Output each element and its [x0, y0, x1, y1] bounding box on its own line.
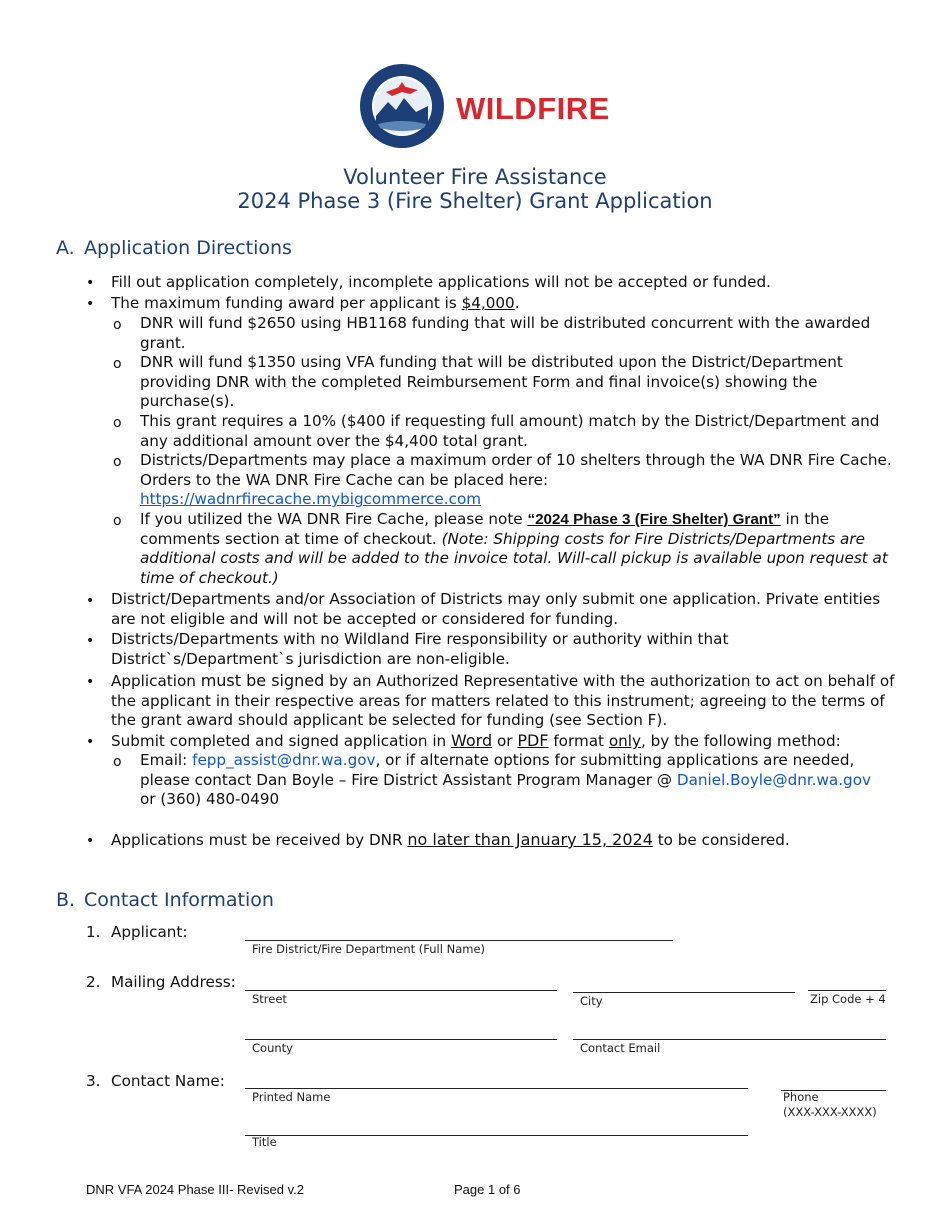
sub-bullet-marker: o: [113, 317, 122, 333]
street-sublabel: Street: [252, 992, 287, 1006]
fire-cache-text: Districts/Departments may place a maximum order of 10 shelters through the WA DNR Fire Cache. Orders to the WA DNR Fire Cache can be placed here:: [140, 451, 892, 489]
format-text: format: [548, 732, 609, 750]
boyle-email-link[interactable]: Daniel.Boyle@dnr.wa.gov: [676, 770, 871, 789]
bullet-dot: •: [86, 593, 95, 609]
directions-sub-3: This grant requires a 10% ($400 if requesting full amount) match by the District/Department and any additional amount over the $4,400 total grant.: [140, 412, 880, 450]
directions-sub-5: [140, 510, 890, 588]
title-line-2: 2024 Phase 3 (Fire Shelter) Grant Application: [237, 189, 713, 213]
shipping-note: (Note: Shipping costs for Fire Districts/Departments are additional costs and will be added to the invoice total. Will-call pickup is available upon request at time of checkout.): [140, 529, 888, 587]
contact-text: , or if alternate options for submitting applications are needed, please contact Dan Boyle – Fire District Assistant Program Manager @: [140, 751, 855, 789]
sub-bullet-marker: o: [113, 513, 122, 529]
title-line-1: Volunteer Fire Assistance: [343, 165, 607, 189]
directions-bullet-5: [111, 671, 901, 731]
pdf-format: PDF: [517, 731, 549, 750]
directions-bullet-1: Fill out application completely, incomplete applications will not be accepted or funded.: [111, 273, 771, 291]
directions-bullet-4: Districts/Departments with no Wildland Fire responsibility or authority within that District`s/Department`s jurisdiction are non-eligible.: [111, 630, 729, 668]
contact-name-label: Contact Name:: [111, 1072, 225, 1090]
contact-email-input[interactable]: [573, 1039, 886, 1040]
signature-text-rest: by an Authorized Representative with the authorization to act on behalf of the applicant in their respective areas for matters related to this instrument; agreeing to the terms of the grant award should applicant be selected for funding (see Section F).: [111, 672, 895, 730]
deadline-text-rest: to be considered.: [652, 831, 790, 849]
applicant-input[interactable]: [245, 940, 673, 941]
zip-input[interactable]: [808, 990, 886, 991]
cache-note-text: If you utilized the WA DNR Fire Cache, please note: [140, 510, 528, 528]
method-text: , by the following method:: [640, 732, 841, 750]
fepp-email-link[interactable]: fepp_assist@dnr.wa.gov: [192, 751, 376, 769]
deadline-date: no later than January 15, 2024: [407, 830, 653, 849]
directions-sub-4: [140, 451, 895, 510]
phone-text: or (360) 480-0490: [140, 790, 280, 809]
grant-code-text: “2024 Phase 3 (Fire Shelter) Grant”: [527, 511, 781, 528]
phone-sublabel: Phone: [783, 1090, 819, 1104]
bullet-dot: •: [86, 296, 95, 312]
applicant-label: Applicant:: [111, 923, 188, 941]
or-text: or: [492, 732, 518, 750]
section-b-title: Contact Information: [84, 889, 274, 911]
word-format: Word: [451, 731, 493, 750]
section-b-letter: B.: [56, 889, 76, 911]
section-a-letter: A.: [56, 237, 75, 259]
field-2-number: 2.: [86, 973, 101, 991]
bullet-dot: •: [86, 275, 95, 291]
county-input[interactable]: [245, 1039, 557, 1040]
dnr-seal-logo: [358, 62, 446, 150]
submit-text: Submit completed and signed application in: [111, 732, 451, 750]
field-3-number: 3.: [86, 1072, 101, 1090]
mailing-address-label: Mailing Address:: [111, 973, 236, 991]
footer-page-number: Page 1 of 6: [454, 1182, 521, 1197]
directions-bullet-3: District/Departments and/or Association of Districts may only submit one application. Private entities are not eligible and will not be accepted or considered for funding.: [111, 590, 881, 628]
city-sublabel: City: [580, 994, 603, 1008]
city-input[interactable]: [573, 992, 795, 993]
section-b-heading: [56, 889, 274, 911]
directions-sub-2: DNR will fund $1350 using VFA funding that will be distributed upon the District/Department providing DNR with the completed Reimbursement Form and final invoice(s) showing the purchase(s).: [140, 353, 843, 411]
applicant-sublabel: Fire District/Fire Department (Full Name): [252, 942, 486, 956]
sub-bullet-marker: o: [113, 454, 122, 470]
field-1-number: 1.: [86, 923, 101, 941]
period: .: [514, 294, 520, 312]
wildfire-brand: WILDFIRE: [456, 91, 610, 126]
title-sublabel: Title: [252, 1135, 277, 1149]
directions-sub-1: DNR will fund $2650 using HB1168 funding that will be distributed concurrent with the awarded grant.: [140, 314, 871, 352]
printed-name-sublabel: Printed Name: [252, 1090, 331, 1104]
signature-text: Application: [111, 672, 201, 690]
county-sublabel: County: [252, 1041, 293, 1055]
zip-sublabel: Zip Code + 4: [810, 992, 886, 1006]
directions-bullet-7: [111, 830, 901, 851]
phone-format-hint: (XXX-XXX-XXXX): [783, 1105, 877, 1119]
directions-bullet-2: [111, 294, 901, 314]
footer-doc-id: DNR VFA 2024 Phase III- Revised v.2: [86, 1182, 304, 1197]
max-award-amount: $4,000: [461, 294, 515, 312]
email-label: Email:: [140, 751, 193, 769]
max-award-text: The maximum funding award per applicant is: [111, 294, 462, 312]
contact-email-sublabel: Contact Email: [580, 1041, 661, 1055]
section-a-heading: [56, 237, 292, 259]
directions-sub-6: [140, 751, 895, 810]
deadline-text: Applications must be received by DNR: [111, 831, 408, 849]
street-input[interactable]: [245, 990, 557, 991]
bullet-dot: •: [86, 833, 95, 849]
sub-bullet-marker: o: [113, 356, 122, 372]
printed-name-input[interactable]: [245, 1088, 748, 1089]
directions-bullet-6: [111, 731, 901, 752]
section-a-title: Application Directions: [84, 237, 292, 259]
title-input[interactable]: [245, 1135, 748, 1136]
fire-cache-link[interactable]: https://wadnrfirecache.mybigcommerce.com: [140, 490, 482, 509]
bullet-dot: •: [86, 633, 95, 649]
bullet-dot: •: [86, 734, 95, 750]
only-text: only: [608, 732, 641, 750]
must-be-signed: must be signed: [200, 671, 325, 690]
cache-note-mid: in the comments section at time of checkout.: [140, 510, 830, 548]
bullet-dot: •: [86, 674, 95, 690]
sub-bullet-marker: o: [113, 415, 122, 431]
sub-bullet-marker: o: [113, 754, 122, 770]
